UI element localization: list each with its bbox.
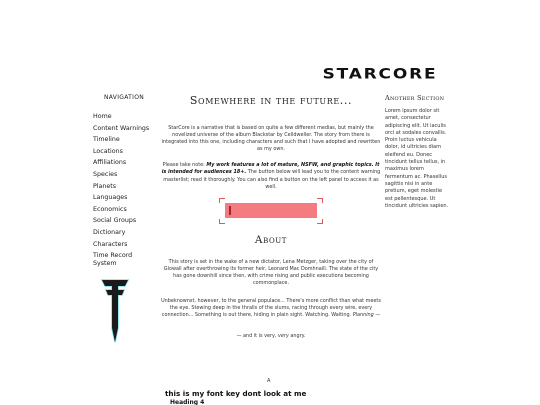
warning-note-paragraph: [160, 162, 382, 190]
about-p2-text: Unbeknownst, however, to the general populace... There's more conflict than what meets the eye. Stewing deep in the thralls of the slums, racing through every wire, every connection... Something is out there, hiding in plain sight. Watching. Waiting.: [161, 298, 381, 319]
nav-heading: NAVIGATION: [103, 94, 145, 101]
font-key-heading-4: Heading 4: [170, 399, 205, 405]
bracket-corner: [219, 219, 225, 224]
section-title-about: About: [254, 233, 288, 246]
nav-item-economics[interactable]: Economics: [93, 205, 127, 213]
main-content: [160, 92, 382, 341]
content-warning-button[interactable]: [225, 203, 317, 218]
aside-text: Lorem ipsum dolor sit amet, consectetur adipiscing elit. Ut iaculis orci at sodales convallis. Proin luctus vehicula dolor, id ultricies diam eleifend eu. Donec tincidunt tellus tellus, in maximus lorem fermentum ac. Phasellus sagittis nisi in ante pretium, eget molestie est pellentesque. Ut tincidunt ultricies sapien.: [385, 108, 449, 209]
nav-item-locations[interactable]: Locations: [93, 147, 123, 155]
intro-paragraph: StarCore is a narrative that is based on quite a few different medias, but mainly the novelized universe of the album Blackstar by Celldweller. The story from there is integrated into this one, including characters and such that I have adopted and rewritten as my own.: [161, 125, 381, 153]
closing-prefix: — and it is very,: [236, 333, 279, 340]
nav-item-home[interactable]: Home: [93, 113, 112, 120]
nav-item-dictionary[interactable]: Dictionary: [93, 228, 126, 236]
nav-item-time-record-system[interactable]: Time Record System: [93, 252, 133, 268]
about-paragraph-1: This story is set in the wake of a new dictator, Lena Metzger, taking over the city of Glowall after overthrowing its former heir, Leonard Mac Domhnaill. The state of the city has gone downhill since then, with crime rising and public executions becoming commonplace.: [163, 258, 379, 287]
closing-suffix: angry.: [288, 333, 306, 340]
about-paragraph-2: [160, 298, 382, 319]
left-sidebar: [93, 94, 155, 269]
right-sidebar: [385, 94, 449, 210]
nav-item-timeline[interactable]: Timeline: [93, 136, 120, 144]
nav-item-languages[interactable]: Languages: [93, 194, 128, 202]
note-lead: Please take note:: [162, 162, 207, 169]
starcore-logo: [315, 62, 445, 84]
nav-item-content-warnings[interactable]: Content Warnings: [93, 124, 150, 132]
starcore-emblem-icon: [100, 276, 130, 346]
nav-item-affiliations[interactable]: Affiliations: [93, 159, 127, 167]
section-title-future: Somewhere in the future...: [189, 94, 353, 107]
bracket-corner: [317, 198, 323, 203]
bracket-corner: [317, 219, 323, 224]
aside-title: Another Section: [385, 94, 445, 102]
closing-line: [160, 333, 382, 340]
nav-item-social-groups[interactable]: Social Groups: [93, 217, 137, 225]
content-warning-button-frame: [219, 198, 323, 224]
note-tail: The button below will lead you to the content warning masterlist; read it thoroughly. You can also find a button on the left panel to access it as well.: [163, 169, 381, 190]
font-key-sample-a: A: [267, 378, 271, 384]
closing-emphasis: very: [278, 333, 289, 340]
svg-text:STARCORE: STARCORE: [322, 65, 438, 82]
about-p2-dash: —: [373, 312, 381, 319]
nav-item-species[interactable]: Species: [93, 170, 118, 178]
nav-list: [93, 111, 155, 269]
nav-item-planets[interactable]: Planets: [93, 182, 117, 190]
note-bold-warning: My work features a lot of mature, NSFW, and graphic topics. It is intended for audiences 18+.: [161, 162, 380, 176]
about-p2-emphasis: Planning: [352, 312, 374, 319]
font-key-heading: this is my font key dont look at me: [165, 389, 307, 398]
nav-item-characters[interactable]: Characters: [93, 240, 128, 248]
button-accent-bar: [229, 206, 231, 215]
